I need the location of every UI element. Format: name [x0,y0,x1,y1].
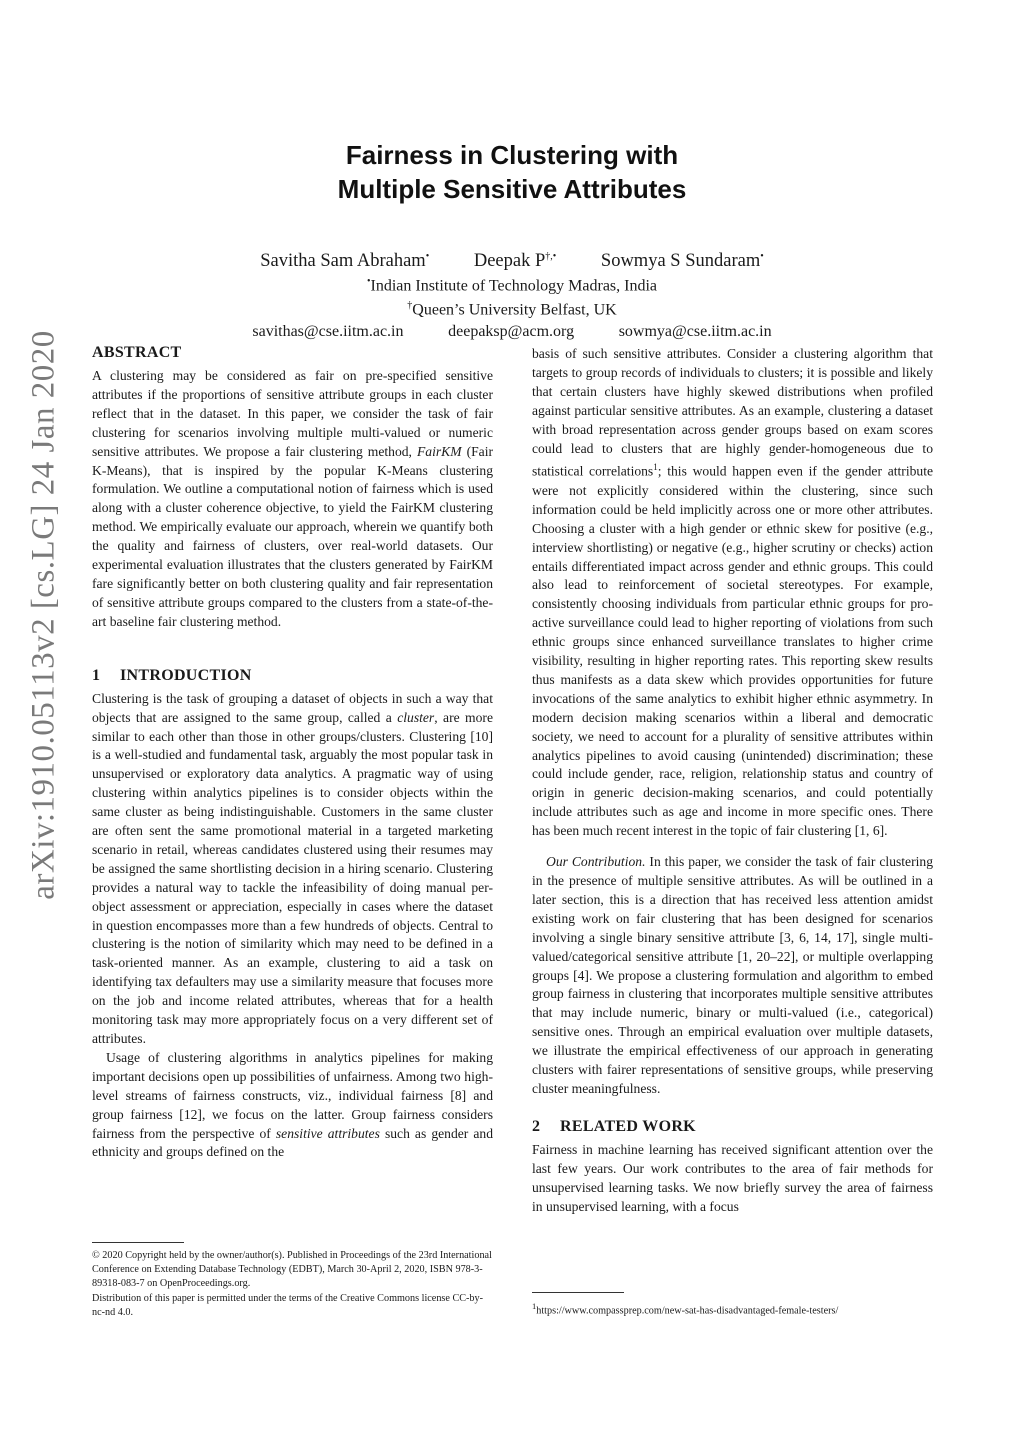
right-column-body [532,345,933,1099]
paragraph-text: basis of such sensitive attributes. Consider a clustering algorithm that targets to group records of individuals to clusters; it is possible and likely that certain clusters have highly skewed distributions when profiled against particular sensitive attributes. As an example, clustering a dataset with broad representation across gender groups based on exam scores could lead to clusters that are highly gender-homogeneous due to statistical correlations [532,346,933,479]
email-link[interactable]: savithas@cse.iitm.ac.in [252,322,404,340]
author [474,251,556,271]
arxiv-identifier: arXiv:1910.05113v2 [cs.LG] 24 Jan 2020 [25,330,62,900]
affiliation-text: Queen’s University Belfast, UK [412,301,617,319]
footnote-mark: 1 [532,1301,537,1311]
copyright-text: © 2020 Copyright held by the owner/author(s). Published in Proceedings of the 23rd International Conference on Extending Database Technology (EDBT), March 30-April 2, 2020, ISBN 978-3-89318-083-7 on OpenProceedings.org. [92,1250,492,1290]
section-title: INTRODUCTION [120,666,252,684]
license-text: Distribution of this paper is permitted under the terms of the Creative Commons license CC-by-nc-nd 4.0. [92,1292,484,1318]
paragraph [532,1141,933,1217]
author-name: Sowmya S Sundaram [600,251,761,272]
author-mark: • [425,251,430,262]
affiliation-mark: • [366,276,371,288]
paragraph [92,367,493,632]
affiliation-mark: † [407,300,413,312]
paragraph-text: , are more similar to each other than those in other groups/clusters. Clustering [10] is a well-studied and fundamental task, arguably the most popular task in unsupervised or exploratory data analytics. A pragmatic way of using clustering within analytics pipelines is to consider objects within the same cluster as being indistinguishable. Customers in the same cluster are often sent the same promotional material in a targeted marketing scenario in retail, whereas candidates clustered using their resumes may be assigned the same shortlisting decision in a hiring scenario. Clustering provides a natural way to tackle the infeasibility of doing manual per-object assessment or appreciation, especially in cases where the dataset in question encompasses more than a few hundreds of objects. Central to clustering is the notion of similarity which may need to be defined in a task-oriented manner. As an example, clustering to aid a task on identifying tax defaulters may use a similarity measure that focuses more on the job and income related attributes, whereas that for a health monitoring task may more appropriately focus on a very different set of attributes. [92,709,493,1046]
paragraph-text: In this paper, we consider the task of fair clustering in the presence of multiple sensitive attributes. As will be outlined in a later section, this is a direction that has received less attention amidst existing work on fair clustering that has been designed for scenarios involving a single binary sensitive attribute [3, 6, 14, 17], single multi-valued/categorical sensitive attribute [1, 20–22], or multiple overlapping groups [4]. We propose a clustering formulation and algorithm to embed group fairness in clustering that incorporates multiple sensitive attributes that may include numeric, binary or multi-valued (i.e., categorical) sensitive ones. Through an empirical evaluation over multiple datasets, we illustrate the empirical effectiveness of our approach in generating clusters with fairer representations of sensitive groups, while preserving cluster meaningfulness. [532,854,933,1096]
author-mark: • [760,251,764,262]
section-heading-related-work [532,1117,933,1137]
emphasis-text: FairKM [416,443,462,459]
author [260,251,429,271]
paragraph-text: (Fair K-Means), that is inspired by the popular K-Means clustering formulation. We outline a computational notion of fairness which is used along with a cluster coherence objective, to yield the FairKM clustering method. We empirically evaluate our approach, wherein we quantify both the quality and fairness of clusters, over real-world datasets. Our experimental evaluation illustrates that the clusters generated by FairKM fare significantly better on both clustering quality and fair representation of sensitive attribute groups compared to the clusters from a state-of-the-art baseline fair clustering method. [92,443,493,629]
section-number: 1 [92,666,101,684]
affiliation [0,272,1024,296]
emphasis-text: sensitive attributes [275,1125,380,1141]
paragraph-text: ; this would happen even if the gender attribute were not explicitly considered within the clustering, since such information could be held implicitly across one or more other attributes. Choosing a cluster with a high gender or ethnic skew for positive (e.g., interview shortlisting) or negative (e.g., higher scrutiny or checks) action entails differentiated impact across gender and ethnic groups. This could also lead to reinforcement of societal stereotypes. For example, consistently choosing individuals from particular ethnic groups for pro-active surveillance could lead to higher reporting of violations from such ethnic groups since enhanced surveillance translates to higher crime visibility, resulting in higher reporting rates. This reporting skew results thus manifests as a data skew which provides opportunities for future invocations of the same analytics to exhibit higher ethnic asymmetry. In modern decision making scenarios within a liberal and democratic society, we need to account for a plurality of sensitive attributes within analytics pipelines to avoid causing (unintended) discrimination; these could include gender, race, religion, relationship status and country of origin in generic decision-making scenarios, and could potentially include attributes such as age and income in more specific ones. There has been much recent interest in the topic of fair clustering [1, 6]. [532,463,933,839]
author-emails [0,321,1024,342]
paragraph [532,345,933,841]
author [601,251,764,271]
related-work-body [532,1141,933,1217]
abstract-body [92,367,493,632]
footnote-ref[interactable]: 1 [653,462,658,473]
section-title: RELATED WORK [560,1117,696,1135]
author-mark: †,• [545,251,557,262]
emphasis-text: cluster [397,709,435,725]
paragraph [532,853,933,1099]
footnote [532,1292,933,1318]
paragraph [92,690,493,1049]
footnote-rule [92,1242,184,1243]
email-link[interactable]: sowmya@cse.iitm.ac.in [618,322,772,340]
section-number: 2 [532,1117,541,1135]
author-name: Deepak P [473,251,546,272]
affiliation-text: Indian Institute of Technology Madras, India [370,277,658,295]
right-column [532,345,933,1217]
footnote-url[interactable]: https://www.compassprep.com/new-sat-has-disadvantaged-female-testers/ [536,1305,839,1317]
email-link[interactable]: deepaksp@acm.org [448,322,575,340]
affiliation [0,296,1024,320]
emphasis-text: Our Contribution. [546,854,646,870]
paragraph-text: Usage of clustering algorithms in analytics pipelines for making important decisions open up possibilities of unfairness. Among two high-level streams of fairness constructs, viz., individual fairness [8] and group fairness [12], we focus on the latter. Group fairness considers fairness from the perspective of [92,1049,493,1141]
paragraph-text: Fairness in machine learning has received significant attention over the last few years. Our work contributes to the area of fair methods for unsupervised learning tasks. We now briefly survey the area of fairness in unsupervised learning, with a focus [532,1141,933,1214]
paragraph-text: such as gender and ethnicity and groups defined on the [92,1125,493,1160]
author-names [0,246,1024,272]
paragraph-text: A clustering may be considered as fair on pre-specified sensitive attributes if the proportions of sensitive attribute groups in each cluster reflect that in the dataset. In this paper, we consider the task of fair clustering for scenarios involving multiple multi-valued or numeric sensitive attributes. We propose a fair clustering method, [92,368,493,459]
introduction-body [92,690,493,1163]
left-column [92,343,493,1162]
section-heading-introduction [92,666,493,686]
author-name: Savitha Sam Abraham [260,251,426,272]
title-line: Fairness in Clustering with [345,140,679,170]
paragraph-text: Clustering is the task of grouping a dataset of objects in such a way that objects that are assigned to the same group, called a [92,690,493,725]
author-block [0,246,1024,342]
paper-title [0,138,1024,206]
footnote-rule [532,1292,624,1293]
copyright-note [92,1242,493,1320]
abstract-heading: ABSTRACT [92,344,182,361]
paragraph [92,1049,493,1162]
title-line: Multiple Sensitive Attributes [337,174,687,204]
